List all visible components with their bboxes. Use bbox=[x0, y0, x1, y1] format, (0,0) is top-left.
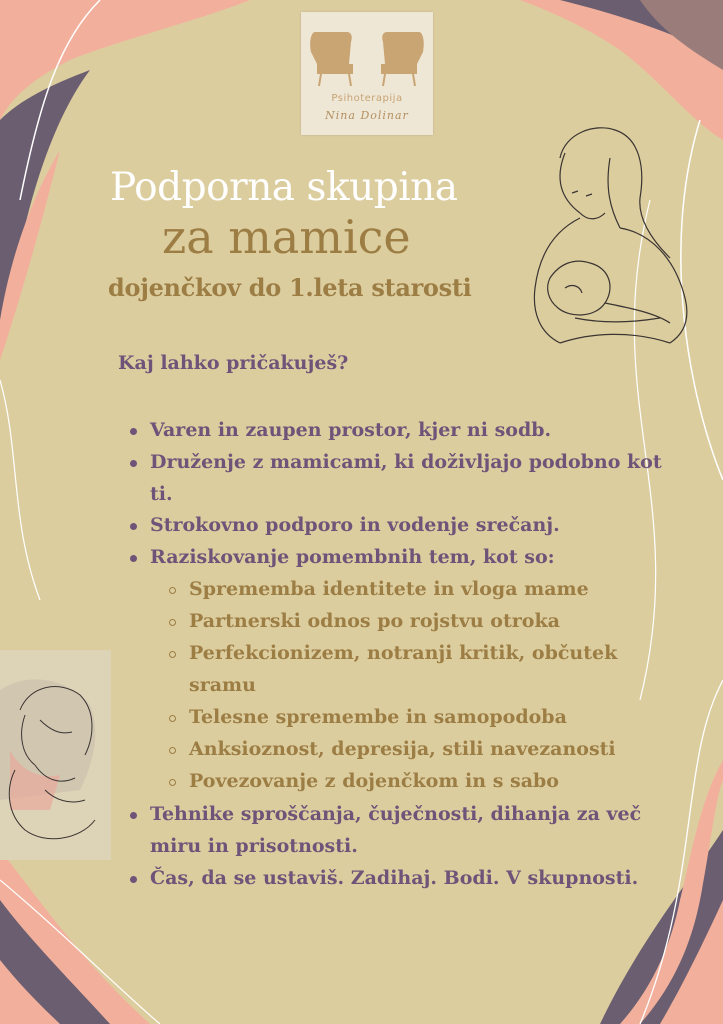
bullet-dot bbox=[130, 876, 137, 883]
title-line1: Podporna skupina bbox=[110, 165, 458, 210]
logo-signature: Nina Dolinar bbox=[325, 109, 409, 122]
sub-list-item: Partnerski odnos po rojstvu otroka bbox=[189, 610, 560, 632]
sub-list-item: Anksioznost, depresija, stili navezanosti bbox=[189, 738, 616, 760]
sub-list-item: Sprememba identitete in vloga mame bbox=[189, 578, 589, 600]
list-item-continuation: miru in prisotnosti. bbox=[150, 835, 358, 857]
title-line3: dojenčkov do 1.leta starosti bbox=[108, 273, 472, 302]
logo bbox=[301, 12, 433, 135]
subbullet-circle bbox=[169, 651, 176, 658]
question-heading: Kaj lahko pričakuješ? bbox=[118, 352, 349, 374]
list-item-continuation: ti. bbox=[150, 483, 173, 505]
mother-child-illustration bbox=[0, 650, 111, 860]
bullet-dot bbox=[130, 555, 137, 562]
bullet-dot bbox=[130, 812, 137, 819]
sub-list-item: Povezovanje z dojenčkom in s sabo bbox=[189, 770, 559, 792]
sub-list-item: Perfekcionizem, notranji kritik, občutek bbox=[189, 642, 618, 664]
sub-list-item: Telesne spremembe in samopodoba bbox=[189, 706, 567, 728]
list-item: Raziskovanje pomembnih tem, kot so: bbox=[150, 546, 555, 568]
mother-nursing-illustration bbox=[520, 118, 710, 353]
subbullet-circle bbox=[169, 715, 176, 722]
title-line2: za mamice bbox=[162, 210, 411, 264]
list-item: Strokovno podporo in vodenje srečanj. bbox=[150, 514, 560, 536]
sub-list-item-continuation: sramu bbox=[189, 674, 256, 696]
subbullet-circle bbox=[169, 587, 176, 594]
list-item: Čas, da se ustaviš. Zadihaj. Bodi. V skupnosti. bbox=[150, 867, 639, 889]
logo-title: Psihoterapija bbox=[331, 93, 403, 104]
bullet-dot bbox=[130, 428, 137, 435]
bullet-dot bbox=[130, 460, 137, 467]
subbullet-circle bbox=[169, 619, 176, 626]
bullet-dot bbox=[130, 523, 137, 530]
subbullet-circle bbox=[169, 747, 176, 754]
list-item: Varen in zaupen prostor, kjer ni sodb. bbox=[150, 419, 552, 441]
subbullet-circle bbox=[169, 779, 176, 786]
list-item: Tehnike sproščanja, čuječnosti, dihanja za več bbox=[150, 803, 642, 825]
list-item: Druženje z mamicami, ki doživljajo podobno kot bbox=[150, 451, 662, 473]
